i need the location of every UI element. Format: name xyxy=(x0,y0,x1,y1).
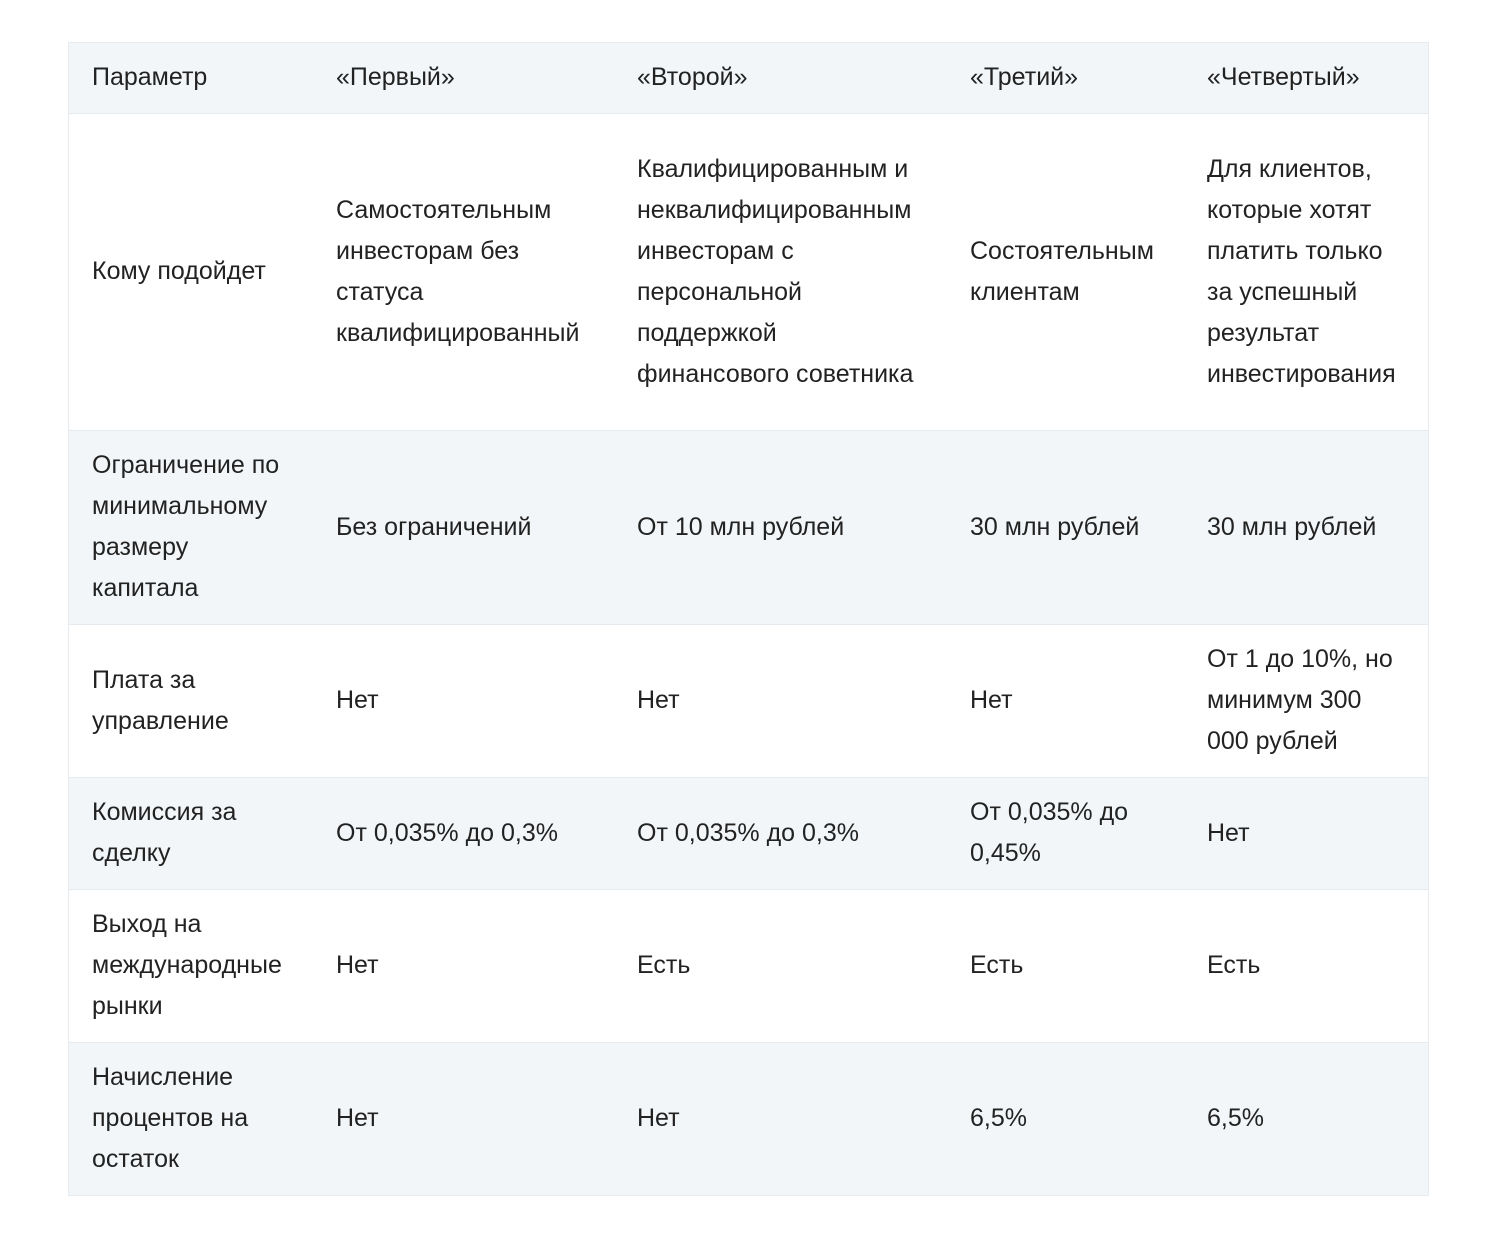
row-label: Плата за управление xyxy=(92,665,229,735)
table-cell: Нет xyxy=(1207,818,1250,847)
table-row xyxy=(69,777,1428,889)
header-cell-first: «Первый» xyxy=(336,63,455,92)
table-body xyxy=(69,113,1428,1195)
table-row xyxy=(69,430,1428,624)
table-cell: 6,5% xyxy=(1207,1104,1264,1133)
table-cell: От 10 млн рублей xyxy=(637,512,845,541)
tariff-comparison-table xyxy=(69,43,1428,1195)
table-cell: Самостоятельным инвесторам без статуса квалифицированный xyxy=(336,195,580,347)
table-cell: Нет xyxy=(970,686,1013,714)
row-label: Комиссия за сделку xyxy=(92,798,237,867)
table-cell: 30 млн рублей xyxy=(1207,512,1377,541)
table-row xyxy=(69,889,1428,1042)
table-cell: От 1 до 10%, но минимум 300 000 рублей xyxy=(1207,645,1393,755)
header-cell-parameter: Параметр xyxy=(92,63,208,92)
table-cell: Нет xyxy=(336,686,379,714)
table-cell: От 0,035% до 0,45% xyxy=(970,798,1129,867)
row-label: Кому подойдет xyxy=(92,257,266,285)
table-cell: Есть xyxy=(970,951,1024,979)
table-row xyxy=(69,113,1428,430)
header-row xyxy=(69,43,1428,113)
table-cell: От 0,035% до 0,3% xyxy=(637,818,859,847)
table-row xyxy=(69,624,1428,777)
table-cell: Состоятельным клиентам xyxy=(970,236,1154,306)
table-cell: Есть xyxy=(637,951,691,979)
table-cell: Нет xyxy=(336,1104,379,1133)
table-cell: Квалифицированным и неквалифицированным инвесторам с персональной поддержкой финансового советника xyxy=(637,154,914,388)
tariff-comparison-table-container xyxy=(68,42,1429,1196)
table-cell: Нет xyxy=(637,1104,680,1133)
header-cell-fourth: «Четвертый» xyxy=(1207,63,1360,92)
table-cell: Нет xyxy=(637,686,680,714)
row-label: Ограничение по минимальному размеру капитала xyxy=(92,451,280,602)
table-cell: Есть xyxy=(1207,951,1261,979)
table-cell: Без ограничений xyxy=(336,512,532,541)
table-cell: Для клиентов, которые хотят платить только за успешный результат инвестирования xyxy=(1207,154,1396,388)
table-header xyxy=(69,43,1428,113)
table-cell: 6,5% xyxy=(970,1104,1027,1133)
row-label: Начисление процентов на остаток xyxy=(92,1063,249,1174)
table-cell: 30 млн рублей xyxy=(970,512,1140,541)
header-cell-third: «Третий» xyxy=(970,63,1079,92)
row-label: Выход на международные рынки xyxy=(92,910,282,1020)
table-row xyxy=(69,1042,1428,1195)
header-cell-second: «Второй» xyxy=(637,63,748,92)
table-cell: Нет xyxy=(336,951,379,979)
table-cell: От 0,035% до 0,3% xyxy=(336,818,558,847)
